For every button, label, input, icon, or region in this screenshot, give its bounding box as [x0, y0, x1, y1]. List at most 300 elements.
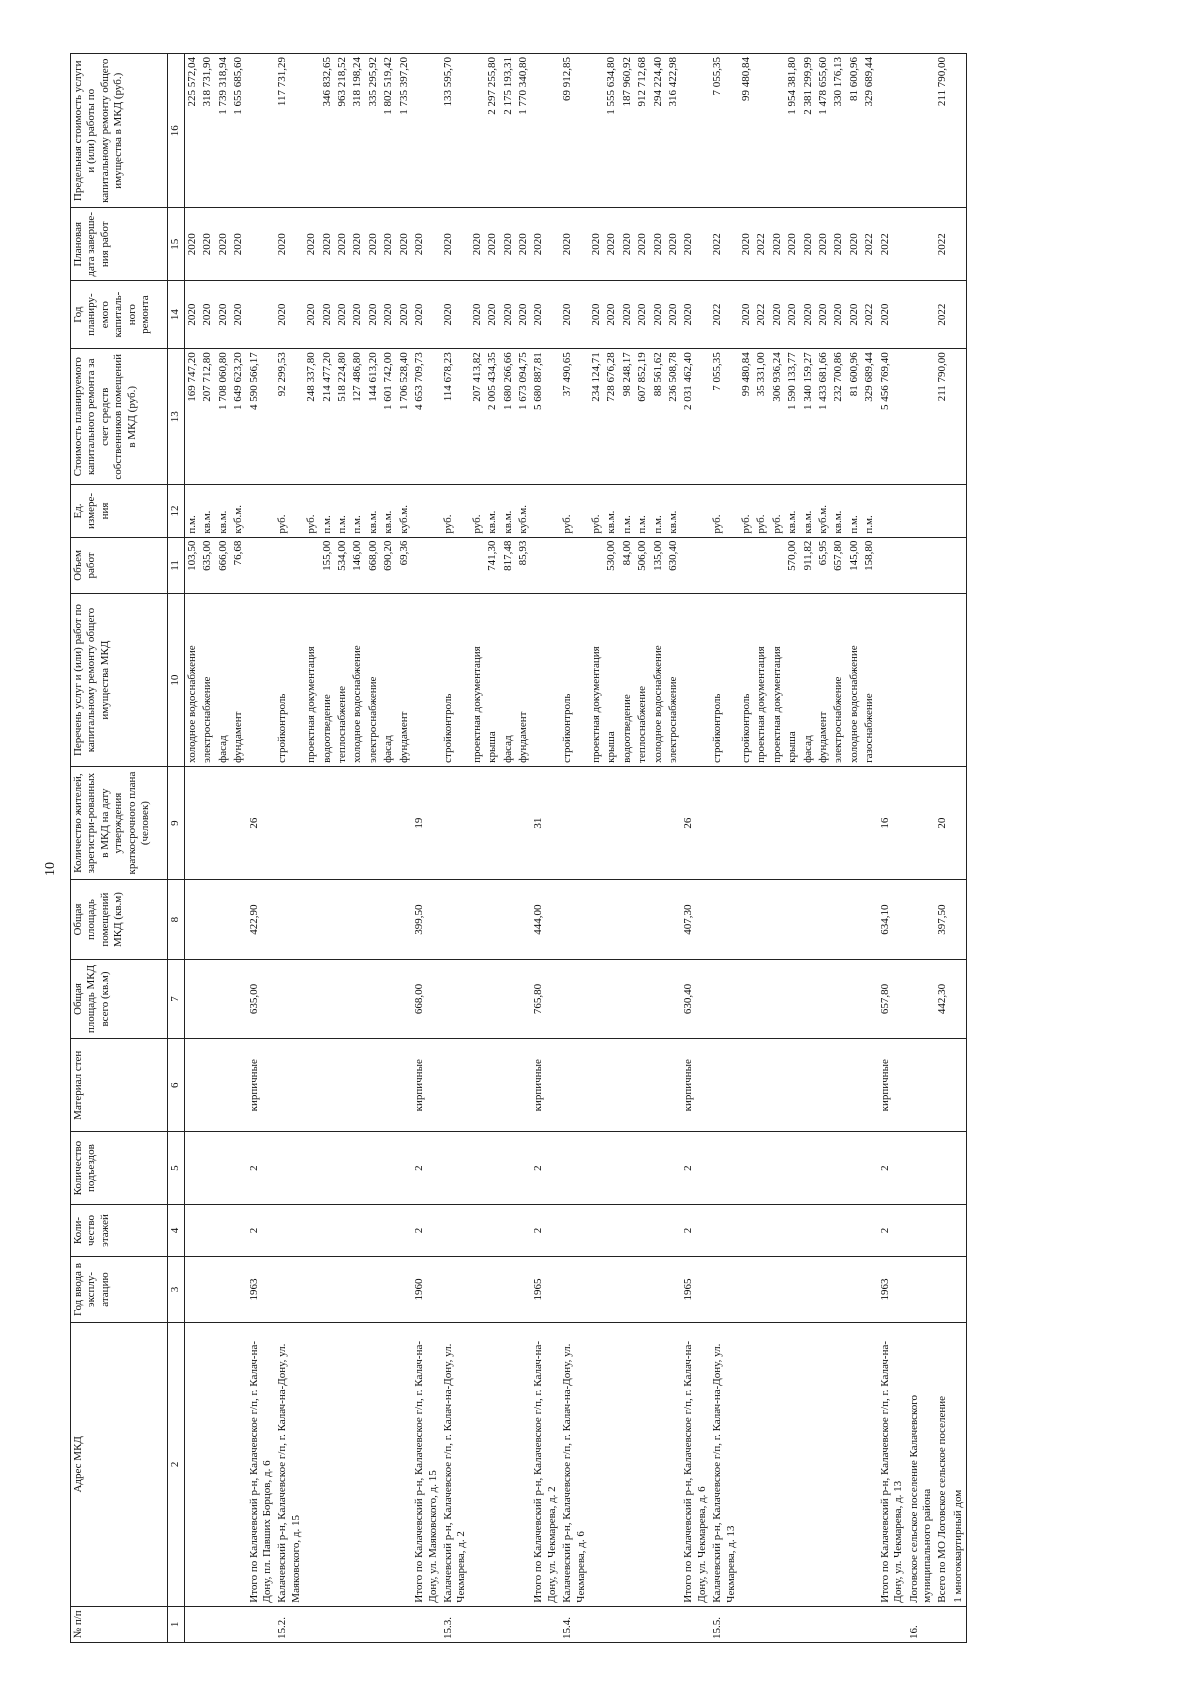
table-row — [560, 54, 589, 1643]
table-cell — [666, 1606, 681, 1642]
table-cell: 2020 — [620, 281, 635, 349]
table-cell — [785, 766, 800, 880]
table-cell: 2020 — [516, 281, 531, 349]
table-cell: 2022 — [862, 281, 877, 349]
table-row — [801, 54, 816, 1643]
table-cell — [847, 1039, 862, 1132]
table-cell: 397,50 — [935, 880, 950, 959]
table-cell — [651, 1322, 666, 1606]
table-cell — [951, 1606, 967, 1642]
table-row — [604, 54, 619, 1643]
table-cell: руб. — [589, 485, 604, 537]
table-cell: 1965 — [681, 1257, 710, 1323]
table-cell — [816, 1204, 831, 1256]
table-cell: Логовское сельское поселение Калачевского муниципального района — [907, 1322, 936, 1606]
table-cell: 294 224,40 — [651, 54, 666, 208]
table-cell: 7 055,35 — [710, 54, 739, 208]
table-cell: 2 381 299,99 — [801, 54, 816, 208]
table-cell — [470, 1132, 485, 1205]
table-cell — [666, 766, 681, 880]
table-cell: 2020 — [651, 208, 666, 281]
table-cell: 207 712,80 — [200, 349, 215, 485]
table-row — [770, 54, 785, 1643]
table-cell — [604, 959, 619, 1038]
table-cell — [589, 1132, 604, 1205]
table-cell — [350, 1606, 365, 1642]
table-cell — [770, 1204, 785, 1256]
table-cell — [681, 594, 710, 767]
table-cell — [320, 1322, 335, 1606]
table-cell — [604, 1204, 619, 1256]
table-cell — [604, 1132, 619, 1205]
table-row — [501, 54, 516, 1643]
table-cell — [785, 959, 800, 1038]
table-cell — [770, 880, 785, 959]
table-cell — [651, 1204, 666, 1256]
table-row — [304, 54, 319, 1643]
table-cell: 2020 — [366, 208, 381, 281]
table-cell: 1 478 655,60 — [816, 54, 831, 208]
table-cell — [485, 1039, 500, 1132]
table-cell: 2020 — [200, 281, 215, 349]
table-cell — [589, 1606, 604, 1642]
table-cell — [907, 485, 936, 537]
table-cell: 65,95 — [816, 537, 831, 594]
table-cell: 169 747,20 — [185, 349, 201, 485]
table-cell — [470, 959, 485, 1038]
table-row — [470, 54, 485, 1643]
table-cell: 2020 — [770, 208, 785, 281]
table-cell: Итого по Калачевский р-н, Калачевское г/п, г. Калач-на-Дону, ул. Чекмарева, д. 2 — [531, 1322, 560, 1606]
table-cell: руб. — [441, 485, 470, 537]
table-cell — [320, 1257, 335, 1323]
table-cell: 518 224,80 — [335, 349, 350, 485]
table-cell: 2020 — [335, 281, 350, 349]
table-cell — [275, 766, 304, 880]
table-cell: 2020 — [216, 208, 231, 281]
table-cell — [320, 1132, 335, 1205]
table-cell — [412, 485, 441, 537]
table-cell — [710, 537, 739, 594]
table-cell — [320, 959, 335, 1038]
table-cell — [335, 1257, 350, 1323]
table-cell: фундамент — [397, 594, 412, 767]
table-cell — [441, 537, 470, 594]
table-cell — [231, 1606, 246, 1642]
table-cell: 1 680 266,66 — [501, 349, 516, 485]
table-cell — [878, 594, 907, 767]
table-cell: 2020 — [816, 281, 831, 349]
table-cell — [878, 537, 907, 594]
table-cell: 2020 — [470, 281, 485, 349]
table-cell: 2020 — [847, 208, 862, 281]
table-cell — [785, 1322, 800, 1606]
table-cell: 5 680 887,81 — [531, 349, 560, 485]
table-cell — [907, 537, 936, 594]
table-cell — [397, 1204, 412, 1256]
table-cell — [350, 1322, 365, 1606]
table-cell: 2020 — [531, 281, 560, 349]
table-cell — [635, 959, 650, 1038]
table-cell — [350, 959, 365, 1038]
table-cell — [185, 1204, 201, 1256]
table-cell — [470, 1257, 485, 1323]
table-cell: кв.м. — [666, 485, 681, 537]
table-cell — [770, 1606, 785, 1642]
table-cell: руб. — [739, 485, 754, 537]
table-cell — [739, 537, 754, 594]
table-cell: 2020 — [635, 281, 650, 349]
table-cell: теплоснабжение — [335, 594, 350, 767]
table-cell — [831, 766, 846, 880]
table-cell — [770, 1257, 785, 1323]
table-row — [816, 54, 831, 1643]
table-cell — [516, 1132, 531, 1205]
table-cell: 146,00 — [350, 537, 365, 594]
table-cell: 4 590 566,17 — [247, 349, 276, 485]
table-cell: 668,00 — [412, 959, 441, 1038]
table-cell: 1 многоквартирный дом — [951, 1322, 967, 1606]
table-cell — [304, 1204, 319, 1256]
table-cell: 187 960,92 — [620, 54, 635, 208]
column-number: 5 — [168, 1132, 185, 1205]
table-cell: 15.4. — [560, 1606, 589, 1642]
table-cell — [831, 1322, 846, 1606]
table-cell — [412, 1606, 441, 1642]
table-cell — [275, 537, 304, 594]
table-cell — [816, 959, 831, 1038]
table-cell — [185, 766, 201, 880]
table-cell — [366, 1606, 381, 1642]
table-cell — [185, 1132, 201, 1205]
table-cell — [907, 208, 936, 281]
table-cell — [366, 766, 381, 880]
table-cell: кв.м. — [216, 485, 231, 537]
table-cell — [216, 880, 231, 959]
table-cell — [335, 959, 350, 1038]
table-cell: холодное водоснабжение — [350, 594, 365, 767]
table-cell: 2 — [681, 1204, 710, 1256]
table-cell: 2020 — [335, 208, 350, 281]
table-row — [681, 54, 710, 1643]
table-cell: стройконтроль — [275, 594, 304, 767]
table-cell: 19 — [412, 766, 441, 880]
table-cell: 2020 — [320, 208, 335, 281]
table-cell: фундамент — [816, 594, 831, 767]
table-cell: 690,20 — [381, 537, 396, 594]
column-number: 7 — [168, 959, 185, 1038]
table-cell: 534,00 — [335, 537, 350, 594]
table-cell — [831, 1039, 846, 1132]
table-cell — [185, 1606, 201, 1642]
table-cell: холодное водоснабжение — [185, 594, 201, 767]
table-cell — [754, 880, 769, 959]
table-cell: 963 218,52 — [335, 54, 350, 208]
table-cell: 634,10 — [878, 880, 907, 959]
table-cell — [770, 1322, 785, 1606]
table-cell — [516, 1606, 531, 1642]
table-cell — [516, 959, 531, 1038]
table-cell — [816, 880, 831, 959]
table-cell: 1 649 623,20 — [231, 349, 246, 485]
table-cell — [200, 1257, 215, 1323]
table-cell — [785, 880, 800, 959]
table-cell — [560, 537, 589, 594]
table-cell: 2020 — [589, 208, 604, 281]
table-cell — [710, 1204, 739, 1256]
table-cell — [441, 959, 470, 1038]
table-row — [247, 54, 276, 1643]
table-cell: 607 852,19 — [635, 349, 650, 485]
table-cell: п.м. — [320, 485, 335, 537]
table-cell: 1 802 519,42 — [381, 54, 396, 208]
table-cell — [381, 880, 396, 959]
table-cell — [231, 766, 246, 880]
table-cell — [651, 1606, 666, 1642]
table-cell — [231, 1257, 246, 1323]
table-cell — [381, 1322, 396, 1606]
table-cell — [816, 1322, 831, 1606]
table-cell: 16 — [878, 766, 907, 880]
table-cell: 442,30 — [935, 959, 950, 1038]
table-cell — [785, 1039, 800, 1132]
table-cell: 2020 — [651, 281, 666, 349]
table-cell: 225 572,04 — [185, 54, 201, 208]
table-cell — [785, 1606, 800, 1642]
table-cell — [397, 1322, 412, 1606]
column-header: Год планиру-емого капиталь-ного ремонта — [71, 281, 168, 349]
table-cell — [200, 1606, 215, 1642]
table-cell — [412, 537, 441, 594]
table-cell — [951, 349, 967, 485]
table-cell: 444,00 — [531, 880, 560, 959]
table-cell — [847, 959, 862, 1038]
table-row — [847, 54, 862, 1643]
table-cell: 1 340 159,27 — [801, 349, 816, 485]
table-cell — [754, 766, 769, 880]
table-cell: 127 486,80 — [350, 349, 365, 485]
column-number: 12 — [168, 485, 185, 537]
table-cell — [770, 766, 785, 880]
table-cell: 1965 — [531, 1257, 560, 1323]
table-cell: 2020 — [878, 281, 907, 349]
table-row — [739, 54, 754, 1643]
table-cell: фасад — [501, 594, 516, 767]
table-cell: 2020 — [785, 281, 800, 349]
table-cell — [754, 959, 769, 1038]
table-cell — [560, 1204, 589, 1256]
table-cell: 1 655 685,60 — [231, 54, 246, 208]
table-cell: 2020 — [501, 208, 516, 281]
table-cell: 211 790,00 — [935, 54, 950, 208]
table-cell: 570,00 — [785, 537, 800, 594]
table-row — [320, 54, 335, 1643]
table-cell — [441, 1039, 470, 1132]
table-cell — [935, 594, 950, 767]
table-cell — [878, 54, 907, 208]
table-cell: 1 954 381,80 — [785, 54, 800, 208]
table-cell — [231, 959, 246, 1038]
table-cell: руб. — [770, 485, 785, 537]
table-cell — [320, 880, 335, 959]
table-cell — [501, 1322, 516, 1606]
table-cell: Калачевский р-н, Калачевское г/п, г. Калач-на-Дону, ул. Чекмарева, д. 2 — [441, 1322, 470, 1606]
table-cell — [739, 1606, 754, 1642]
table-cell: 16. — [907, 1606, 936, 1642]
table-cell: крыша — [604, 594, 619, 767]
table-cell: 2 — [878, 1132, 907, 1205]
table-cell: 31 — [531, 766, 560, 880]
table-cell — [381, 1039, 396, 1132]
table-cell: проектная документация — [754, 594, 769, 767]
table-cell — [651, 1039, 666, 1132]
table-cell — [516, 766, 531, 880]
table-cell — [366, 1257, 381, 1323]
table-cell — [381, 1257, 396, 1323]
table-cell — [801, 1257, 816, 1323]
table-cell: Калачевский р-н, Калачевское г/п, г. Калач-на-Дону, ул. Чекмарева, д. 13 — [710, 1322, 739, 1606]
table-cell — [785, 1132, 800, 1205]
table-cell: 2020 — [604, 208, 619, 281]
table-cell: 1 433 681,66 — [816, 349, 831, 485]
table-cell — [862, 1606, 877, 1642]
table-cell — [200, 1132, 215, 1205]
table-cell — [620, 880, 635, 959]
table-cell — [847, 1606, 862, 1642]
table-cell: кв.м. — [801, 485, 816, 537]
table-cell — [397, 1039, 412, 1132]
table-cell — [907, 54, 936, 208]
table-cell — [247, 594, 276, 767]
table-cell: 81 600,96 — [847, 349, 862, 485]
table-cell — [604, 766, 619, 880]
table-cell: электроснабжение — [831, 594, 846, 767]
table-cell — [304, 959, 319, 1038]
table-cell — [485, 766, 500, 880]
table-cell: Всего по МО Логовское сельское поселение — [935, 1322, 950, 1606]
table-cell — [770, 959, 785, 1038]
table-cell: 26 — [681, 766, 710, 880]
table-cell: 2 — [412, 1204, 441, 1256]
table-cell — [951, 1257, 967, 1323]
table-cell: 2022 — [878, 208, 907, 281]
table-row — [335, 54, 350, 1643]
table-cell — [801, 1039, 816, 1132]
column-number: 14 — [168, 281, 185, 349]
column-header: Количество жителей, зарегистри-рованных в МКД на дату утверждения краткосрочного плана (человек) — [71, 766, 168, 880]
table-cell — [470, 880, 485, 959]
table-cell — [589, 1322, 604, 1606]
column-number: 13 — [168, 349, 185, 485]
table-cell: п.м. — [335, 485, 350, 537]
table-cell: 635,00 — [200, 537, 215, 594]
table-cell — [247, 537, 276, 594]
table-cell — [366, 880, 381, 959]
table-cell: 2022 — [862, 208, 877, 281]
table-cell — [247, 281, 276, 349]
table-cell: 1 590 133,77 — [785, 349, 800, 485]
table-cell — [739, 1322, 754, 1606]
table-cell: руб. — [560, 485, 589, 537]
table-cell: 630,40 — [666, 537, 681, 594]
table-cell — [831, 1257, 846, 1323]
table-cell — [666, 1039, 681, 1132]
table-cell — [878, 485, 907, 537]
table-cell — [620, 959, 635, 1038]
column-header: Стоимость планируемого капитального ремонта за счет средств собственников помещений в МКД (руб.) — [71, 349, 168, 485]
table-cell: Итого по Калачевский р-н, Калачевское г/п, г. Калач-на-Дону, ул. Чекмарева, д. 6 — [681, 1322, 710, 1606]
table-cell: 2 297 255,80 — [485, 54, 500, 208]
table-cell: 2020 — [397, 281, 412, 349]
table-cell — [620, 766, 635, 880]
table-cell: 2 175 193,31 — [501, 54, 516, 208]
table-cell — [185, 1257, 201, 1323]
table-cell — [589, 54, 604, 208]
table-cell: 20 — [935, 766, 950, 880]
table-cell: 76,68 — [231, 537, 246, 594]
table-cell: 26 — [247, 766, 276, 880]
table-cell — [710, 959, 739, 1038]
table-cell — [951, 594, 967, 767]
table-cell: 158,80 — [862, 537, 877, 594]
table-cell — [200, 959, 215, 1038]
table-cell: 1 673 094,75 — [516, 349, 531, 485]
table-cell — [604, 1039, 619, 1132]
table-cell — [710, 1132, 739, 1205]
table-cell — [366, 1132, 381, 1205]
table-cell: п.м. — [350, 485, 365, 537]
table-cell: 2 — [681, 1132, 710, 1205]
table-row — [620, 54, 635, 1643]
table-cell — [231, 1204, 246, 1256]
table-cell: 2022 — [754, 208, 769, 281]
table-cell — [754, 1322, 769, 1606]
table-cell: 81 600,96 — [847, 54, 862, 208]
table-cell — [350, 1039, 365, 1132]
table-cell — [831, 1132, 846, 1205]
table-cell: 1 601 742,00 — [381, 349, 396, 485]
table-cell: 232 700,86 — [831, 349, 846, 485]
table-cell: 2020 — [666, 281, 681, 349]
table-cell — [589, 959, 604, 1038]
table-cell — [951, 766, 967, 880]
table-cell — [304, 54, 319, 208]
table-cell: кирпичные — [247, 1039, 276, 1132]
table-cell — [907, 766, 936, 880]
table-cell — [754, 1606, 769, 1642]
table-cell: 35 331,00 — [754, 349, 769, 485]
column-number-row — [168, 54, 185, 1643]
column-header: Общая площадь помещений МКД (кв.м) — [71, 880, 168, 959]
table-cell: 2020 — [381, 208, 396, 281]
table-cell — [847, 766, 862, 880]
table-cell: 666,00 — [216, 537, 231, 594]
table-cell — [620, 1132, 635, 1205]
table-cell — [935, 1132, 950, 1205]
table-cell: руб. — [470, 485, 485, 537]
table-cell — [754, 1257, 769, 1323]
table-cell — [335, 1132, 350, 1205]
table-cell — [739, 1132, 754, 1205]
table-cell: п.м. — [651, 485, 666, 537]
table-cell — [501, 880, 516, 959]
table-cell: 99 480,84 — [739, 54, 754, 208]
table-cell — [907, 1204, 936, 1256]
table-cell: проектная документация — [589, 594, 604, 767]
table-cell: 422,90 — [247, 880, 276, 959]
table-cell: 2020 — [501, 281, 516, 349]
table-cell — [681, 537, 710, 594]
